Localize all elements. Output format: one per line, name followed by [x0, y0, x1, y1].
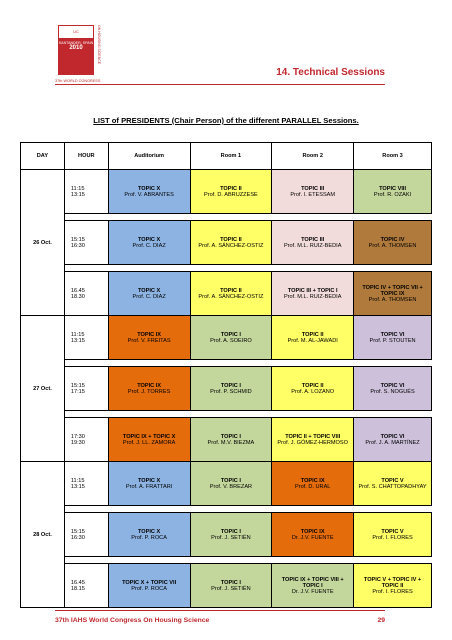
separator-cell	[272, 214, 354, 221]
block-separator	[21, 265, 432, 272]
session-topic: TOPIC I	[220, 433, 241, 440]
table-row	[21, 564, 432, 608]
session-topic: TOPIC II	[220, 236, 242, 243]
session-topic: TOPIC V + TOPIC IV + TOPIC II	[363, 576, 422, 589]
session-cell	[272, 367, 354, 411]
header-rule	[55, 84, 385, 85]
hour-value: 19:30	[70, 439, 85, 446]
hour-cell	[64, 513, 108, 557]
day-cell: 27 Oct.	[21, 316, 65, 462]
block-separator	[21, 214, 432, 221]
session-cell	[272, 272, 354, 316]
session-cell	[354, 367, 432, 411]
separator-cell	[354, 265, 432, 272]
session-topic: TOPIC IX	[300, 528, 325, 535]
page-footer	[55, 610, 385, 625]
session-president: Prof. A. SÁNCHEZ-OSTIZ	[198, 242, 264, 249]
block-separator	[21, 411, 432, 418]
hour-value: 15:15	[70, 236, 85, 243]
header-day: DAY	[21, 143, 65, 170]
table-header-row	[21, 143, 432, 170]
session-topic: TOPIC I	[220, 477, 241, 484]
session-cell	[190, 272, 272, 316]
table-row	[21, 272, 432, 316]
separator-cell	[190, 360, 272, 367]
footer-title: 37th IAHS World Congress On Housing Science	[55, 617, 210, 624]
session-cell	[190, 316, 272, 360]
session-president: Prof. A. SOEIRO	[210, 337, 252, 344]
session-topic: TOPIC VIII	[379, 185, 407, 192]
session-cell	[190, 418, 272, 462]
separator-cell	[108, 557, 190, 564]
session-topic: TOPIC IX	[300, 477, 325, 484]
session-cell	[354, 513, 432, 557]
separator-cell	[108, 506, 190, 513]
session-president: Prof. P. ROCA	[131, 534, 167, 541]
day-cell: 28 Oct.	[21, 462, 65, 608]
session-cell	[354, 316, 432, 360]
session-cell	[108, 170, 190, 214]
header-auditorium: Auditorium	[108, 143, 190, 170]
separator-cell	[64, 360, 108, 367]
session-cell	[354, 170, 432, 214]
hour-cell	[64, 418, 108, 462]
logo-badge: UC	[58, 25, 94, 39]
session-cell	[108, 367, 190, 411]
session-president: Prof. C. DIAZ	[132, 293, 166, 300]
separator-cell	[108, 265, 190, 272]
hour-value: 18.15	[70, 585, 85, 592]
session-president: Prof. V. ABRANTES	[124, 191, 174, 198]
session-president: Prof. M. AL-JAWADI	[287, 337, 338, 344]
session-cell	[190, 170, 272, 214]
session-topic: TOPIC VI	[380, 382, 405, 389]
session-president: Prof. J. GÓMEZ-HERMOSO	[277, 439, 348, 446]
table-row	[21, 513, 432, 557]
session-president: Prof. A. FRATTARI	[125, 483, 173, 490]
hour-cell	[64, 316, 108, 360]
separator-cell	[354, 360, 432, 367]
separator-cell	[64, 506, 108, 513]
hour-value: 11:15	[70, 331, 85, 338]
session-cell	[354, 418, 432, 462]
hour-value: 15:15	[70, 382, 85, 389]
session-topic: TOPIC IX	[137, 382, 162, 389]
session-topic: TOPIC VI	[380, 433, 405, 440]
table-row	[21, 316, 432, 360]
section-title: 14. Technical Sessions	[276, 67, 385, 78]
session-cell	[190, 564, 272, 608]
session-topic: TOPIC X	[137, 236, 161, 243]
hour-value: 16:30	[70, 534, 85, 541]
session-cell	[272, 316, 354, 360]
hour-value: 17:15	[70, 388, 85, 395]
session-president: Prof. J. TORRES	[127, 388, 171, 395]
session-cell	[272, 221, 354, 265]
session-president: Prof. V. BREZAR	[209, 483, 253, 490]
session-president: Prof. M.V. BIEZMA	[207, 439, 255, 446]
separator-cell	[272, 557, 354, 564]
session-cell	[190, 221, 272, 265]
session-cell	[272, 564, 354, 608]
session-cell	[108, 418, 190, 462]
session-cell	[354, 462, 432, 506]
hour-value: 13:15	[70, 191, 85, 198]
session-topic: TOPIC X + TOPIC VII	[122, 579, 177, 586]
session-president: Prof. A. SÁNCHEZ-OSTIZ	[198, 293, 264, 300]
session-president: Prof. J. SETIÉN	[211, 534, 251, 541]
day-cell: 26 Oct.	[21, 170, 65, 316]
session-president: Prof. A. THOMSEN	[368, 242, 417, 249]
session-cell	[190, 513, 272, 557]
separator-cell	[64, 411, 108, 418]
session-president: Prof. D. ABRUZZESE	[204, 191, 258, 198]
table-row	[21, 221, 432, 265]
hour-cell	[64, 170, 108, 214]
header-room-1: Room 1	[190, 143, 272, 170]
logo-caption: 37th WORLD CONGRESS	[55, 79, 101, 83]
hour-cell	[64, 221, 108, 265]
session-cell	[190, 462, 272, 506]
separator-cell	[354, 411, 432, 418]
session-topic: TOPIC I	[220, 331, 241, 338]
session-topic: TOPIC V	[381, 528, 404, 535]
separator-cell	[108, 214, 190, 221]
session-topic: TOPIC II	[220, 287, 242, 294]
session-topic: TOPIC II + TOPIC VIII	[285, 433, 341, 440]
session-cell	[108, 221, 190, 265]
hour-value: 11:15	[70, 185, 85, 192]
session-topic: TOPIC I	[220, 579, 241, 586]
session-president: Prof. I. FLORES	[372, 534, 413, 541]
session-president: Prof. I. FLORES	[372, 588, 413, 595]
session-topic: TOPIC III	[301, 236, 325, 243]
session-president: Prof. S. NOGUÉS	[370, 388, 415, 395]
session-president: Prof. R. OZAKI	[373, 191, 412, 198]
session-cell	[190, 367, 272, 411]
hour-value: 15:15	[70, 528, 85, 535]
separator-cell	[64, 214, 108, 221]
session-cell	[354, 272, 432, 316]
session-topic: TOPIC IX	[137, 331, 162, 338]
session-topic: TOPIC VI	[380, 331, 405, 338]
session-president: Prof. V. FREITAS	[127, 337, 171, 344]
session-topic: TOPIC II	[301, 382, 324, 389]
session-topic: TOPIC I	[220, 528, 241, 535]
separator-cell	[190, 557, 272, 564]
table-row	[21, 418, 432, 462]
separator-cell	[272, 360, 354, 367]
session-cell	[108, 272, 190, 316]
session-president: Prof. J. LL. ZAMORA	[122, 439, 176, 446]
list-title: LIST of PRESIDENTS (Chair Person) of the different PARALLEL Sessions.	[93, 116, 359, 125]
session-topic: TOPIC II	[301, 331, 324, 338]
session-cell	[108, 564, 190, 608]
hour-cell	[64, 462, 108, 506]
session-president: Prof. M.L. RUIZ-BEDIA	[283, 293, 342, 300]
separator-cell	[354, 506, 432, 513]
page-number: 29	[377, 617, 385, 624]
session-president: Prof. I. ETESSAM	[290, 191, 336, 198]
separator-cell	[108, 411, 190, 418]
separator-cell	[64, 265, 108, 272]
logo-year: 2010	[69, 45, 83, 51]
session-president: Prof. M.L. RUIZ-BEDIA	[283, 242, 342, 249]
session-topic: TOPIC IX + TOPIC VIII + TOPIC I	[281, 576, 344, 589]
separator-cell	[190, 411, 272, 418]
session-president: Prof. J. A. MARTÍNEZ	[365, 439, 420, 446]
session-president: Prof. P. SCHMID	[210, 388, 252, 395]
session-topic: TOPIC III	[301, 185, 325, 192]
session-topic: TOPIC V	[381, 477, 404, 484]
session-cell	[272, 462, 354, 506]
session-topic: TOPIC IX + TOPIC X	[122, 433, 176, 440]
separator-cell	[272, 411, 354, 418]
session-president: Prof. A. LOZANO	[291, 388, 335, 395]
logo-city: SANTANDER, SPAIN	[58, 41, 94, 45]
session-topic: TOPIC X	[137, 477, 161, 484]
session-topic: TOPIC X	[137, 528, 161, 535]
session-president: Prof. A. THOMSEN	[368, 296, 417, 303]
session-cell	[108, 513, 190, 557]
hour-value: 16.45	[70, 579, 85, 586]
block-separator	[21, 360, 432, 367]
hour-value: 16.45	[70, 287, 85, 294]
logo-side-text: ON HOUSING SCIENCE	[97, 25, 101, 65]
session-topic: TOPIC IV	[380, 236, 405, 243]
separator-cell	[272, 265, 354, 272]
table-row	[21, 367, 432, 411]
session-topic: TOPIC III + TOPIC I	[287, 287, 338, 294]
hour-value: 11:15	[70, 477, 85, 484]
separator-cell	[64, 557, 108, 564]
session-cell	[354, 564, 432, 608]
separator-cell	[190, 265, 272, 272]
congress-logo	[58, 25, 94, 75]
hour-value: 18.30	[70, 293, 85, 300]
session-president: Prof. S. CHATTOPADHYAY	[358, 483, 427, 490]
separator-cell	[354, 557, 432, 564]
separator-cell	[354, 214, 432, 221]
session-president: Prof. J. SETIÉN	[211, 585, 251, 592]
header-room-3: Room 3	[354, 143, 432, 170]
session-cell	[272, 170, 354, 214]
session-topic: TOPIC X	[137, 287, 161, 294]
hour-value: 13:15	[70, 337, 85, 344]
hour-cell	[64, 272, 108, 316]
session-cell	[272, 418, 354, 462]
sessions-table	[20, 142, 432, 608]
session-president: Prof. P. STOUTEN	[369, 337, 416, 344]
session-topic: TOPIC X	[137, 185, 161, 192]
hour-cell	[64, 564, 108, 608]
separator-cell	[190, 214, 272, 221]
session-cell	[108, 316, 190, 360]
header-hour: HOUR	[64, 143, 108, 170]
hour-value: 16:30	[70, 242, 85, 249]
table-row	[21, 170, 432, 214]
session-president: Prof. D. URAL	[294, 483, 331, 490]
block-separator	[21, 506, 432, 513]
block-separator	[21, 557, 432, 564]
session-president: Prof. P. ROCA	[131, 585, 167, 592]
separator-cell	[108, 360, 190, 367]
session-president: Prof. C. DIAZ	[132, 242, 166, 249]
separator-cell	[272, 506, 354, 513]
session-cell	[354, 221, 432, 265]
hour-value: 17:30	[70, 433, 85, 440]
session-president: Dr. J.V. FUENTE	[291, 588, 334, 595]
separator-cell	[190, 506, 272, 513]
table-row	[21, 462, 432, 506]
session-topic: TOPIC IV + TOPIC VII + TOPIC IX	[362, 284, 423, 297]
session-topic: TOPIC I	[220, 382, 241, 389]
session-cell	[272, 513, 354, 557]
session-cell	[108, 462, 190, 506]
header-room-2: Room 2	[272, 143, 354, 170]
hour-cell	[64, 367, 108, 411]
session-president: Dr. J.V. FUENTE	[291, 534, 334, 541]
session-topic: TOPIC II	[220, 185, 242, 192]
hour-value: 13:15	[70, 483, 85, 490]
